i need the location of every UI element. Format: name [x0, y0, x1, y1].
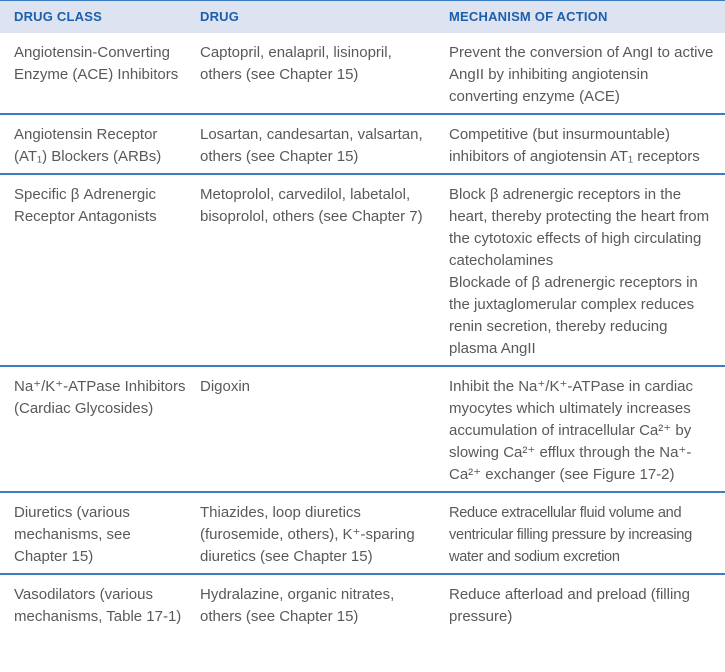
mechanism-paragraph: Blockade of β adrenergic receptors in the juxtaglomerular complex reduces renin secretion, thereby reducing plasma AngII	[449, 274, 698, 357]
drug-cell: Metoprolol, carvedilol, labetalol, bisoprolol, others (see Chapter 7)	[200, 186, 423, 225]
column-header-mechanism-of-action: MECHANISM OF ACTION	[449, 9, 608, 24]
drug-class-cell: Angiotensin Receptor (AT₁) Blockers (ARBs)	[14, 126, 162, 165]
drug-class-cell: Specific β Adrenergic Receptor Antagonists	[14, 186, 157, 225]
drug-cell: Digoxin	[200, 378, 251, 395]
mechanism-paragraph: Block β adrenergic receptors in the heart, thereby protecting the heart from the cytotoxic effects of high circulating catecholamines	[449, 186, 710, 269]
mechanism-paragraph: Reduce afterload and preload (filling pressure)	[449, 586, 690, 625]
mechanism-paragraph: Reduce extracellular fluid volume and ventricular filling pressure by increasing water and sodium excretion	[449, 505, 692, 565]
column-header-drug: DRUG	[200, 9, 240, 24]
drug-cell: Thiazides, loop diuretics (furosemide, others), K⁺-sparing diuretics (see Chapter 15)	[200, 504, 415, 565]
drug-class-cell: Angiotensin-Converting Enzyme (ACE) Inhibitors	[14, 44, 179, 83]
column-header-drug-class: DRUG CLASS	[14, 9, 102, 24]
drug-cell: Hydralazine, organic nitrates, others (see Chapter 15)	[200, 586, 395, 625]
mechanism-cell	[449, 42, 720, 108]
table-row	[0, 115, 725, 175]
drug-class-cell: Vasodilators (various mechanisms, Table 17-1)	[14, 586, 182, 625]
table-row	[0, 575, 725, 633]
table-row	[0, 33, 725, 115]
drug-cell: Captopril, enalapril, lisinopril, others (see Chapter 15)	[200, 44, 392, 83]
mechanism-cell	[449, 124, 720, 168]
table-row	[0, 493, 725, 575]
mechanism-paragraph: Competitive (but insurmountable) inhibitors of angiotensin AT₁ receptors	[449, 126, 700, 165]
mechanism-cell	[449, 184, 720, 360]
mechanism-cell	[449, 376, 720, 486]
table-row	[0, 367, 725, 493]
drug-class-cell: Diuretics (various mechanisms, see Chapter 15)	[14, 504, 131, 565]
mechanism-paragraph: Inhibit the Na⁺/K⁺-ATPase in cardiac myocytes which ultimately increases accumulation of intracellular Ca²⁺ by slowing Ca²⁺ efflux through the Na⁺-Ca²⁺ exchanger (see Figure 17-2)	[449, 378, 693, 483]
mechanism-paragraph: Prevent the conversion of AngI to active AngII by inhibiting angiotensin converting enzyme (ACE)	[449, 44, 714, 105]
table-row	[0, 175, 725, 367]
drug-class-cell: Na⁺/K⁺-ATPase Inhibitors (Cardiac Glycosides)	[14, 378, 186, 417]
table-header-row	[0, 1, 725, 33]
mechanism-cell	[449, 584, 720, 628]
drug-cell: Losartan, candesartan, valsartan, others (see Chapter 15)	[200, 126, 423, 165]
table-body	[0, 33, 725, 633]
mechanism-cell	[449, 502, 720, 568]
